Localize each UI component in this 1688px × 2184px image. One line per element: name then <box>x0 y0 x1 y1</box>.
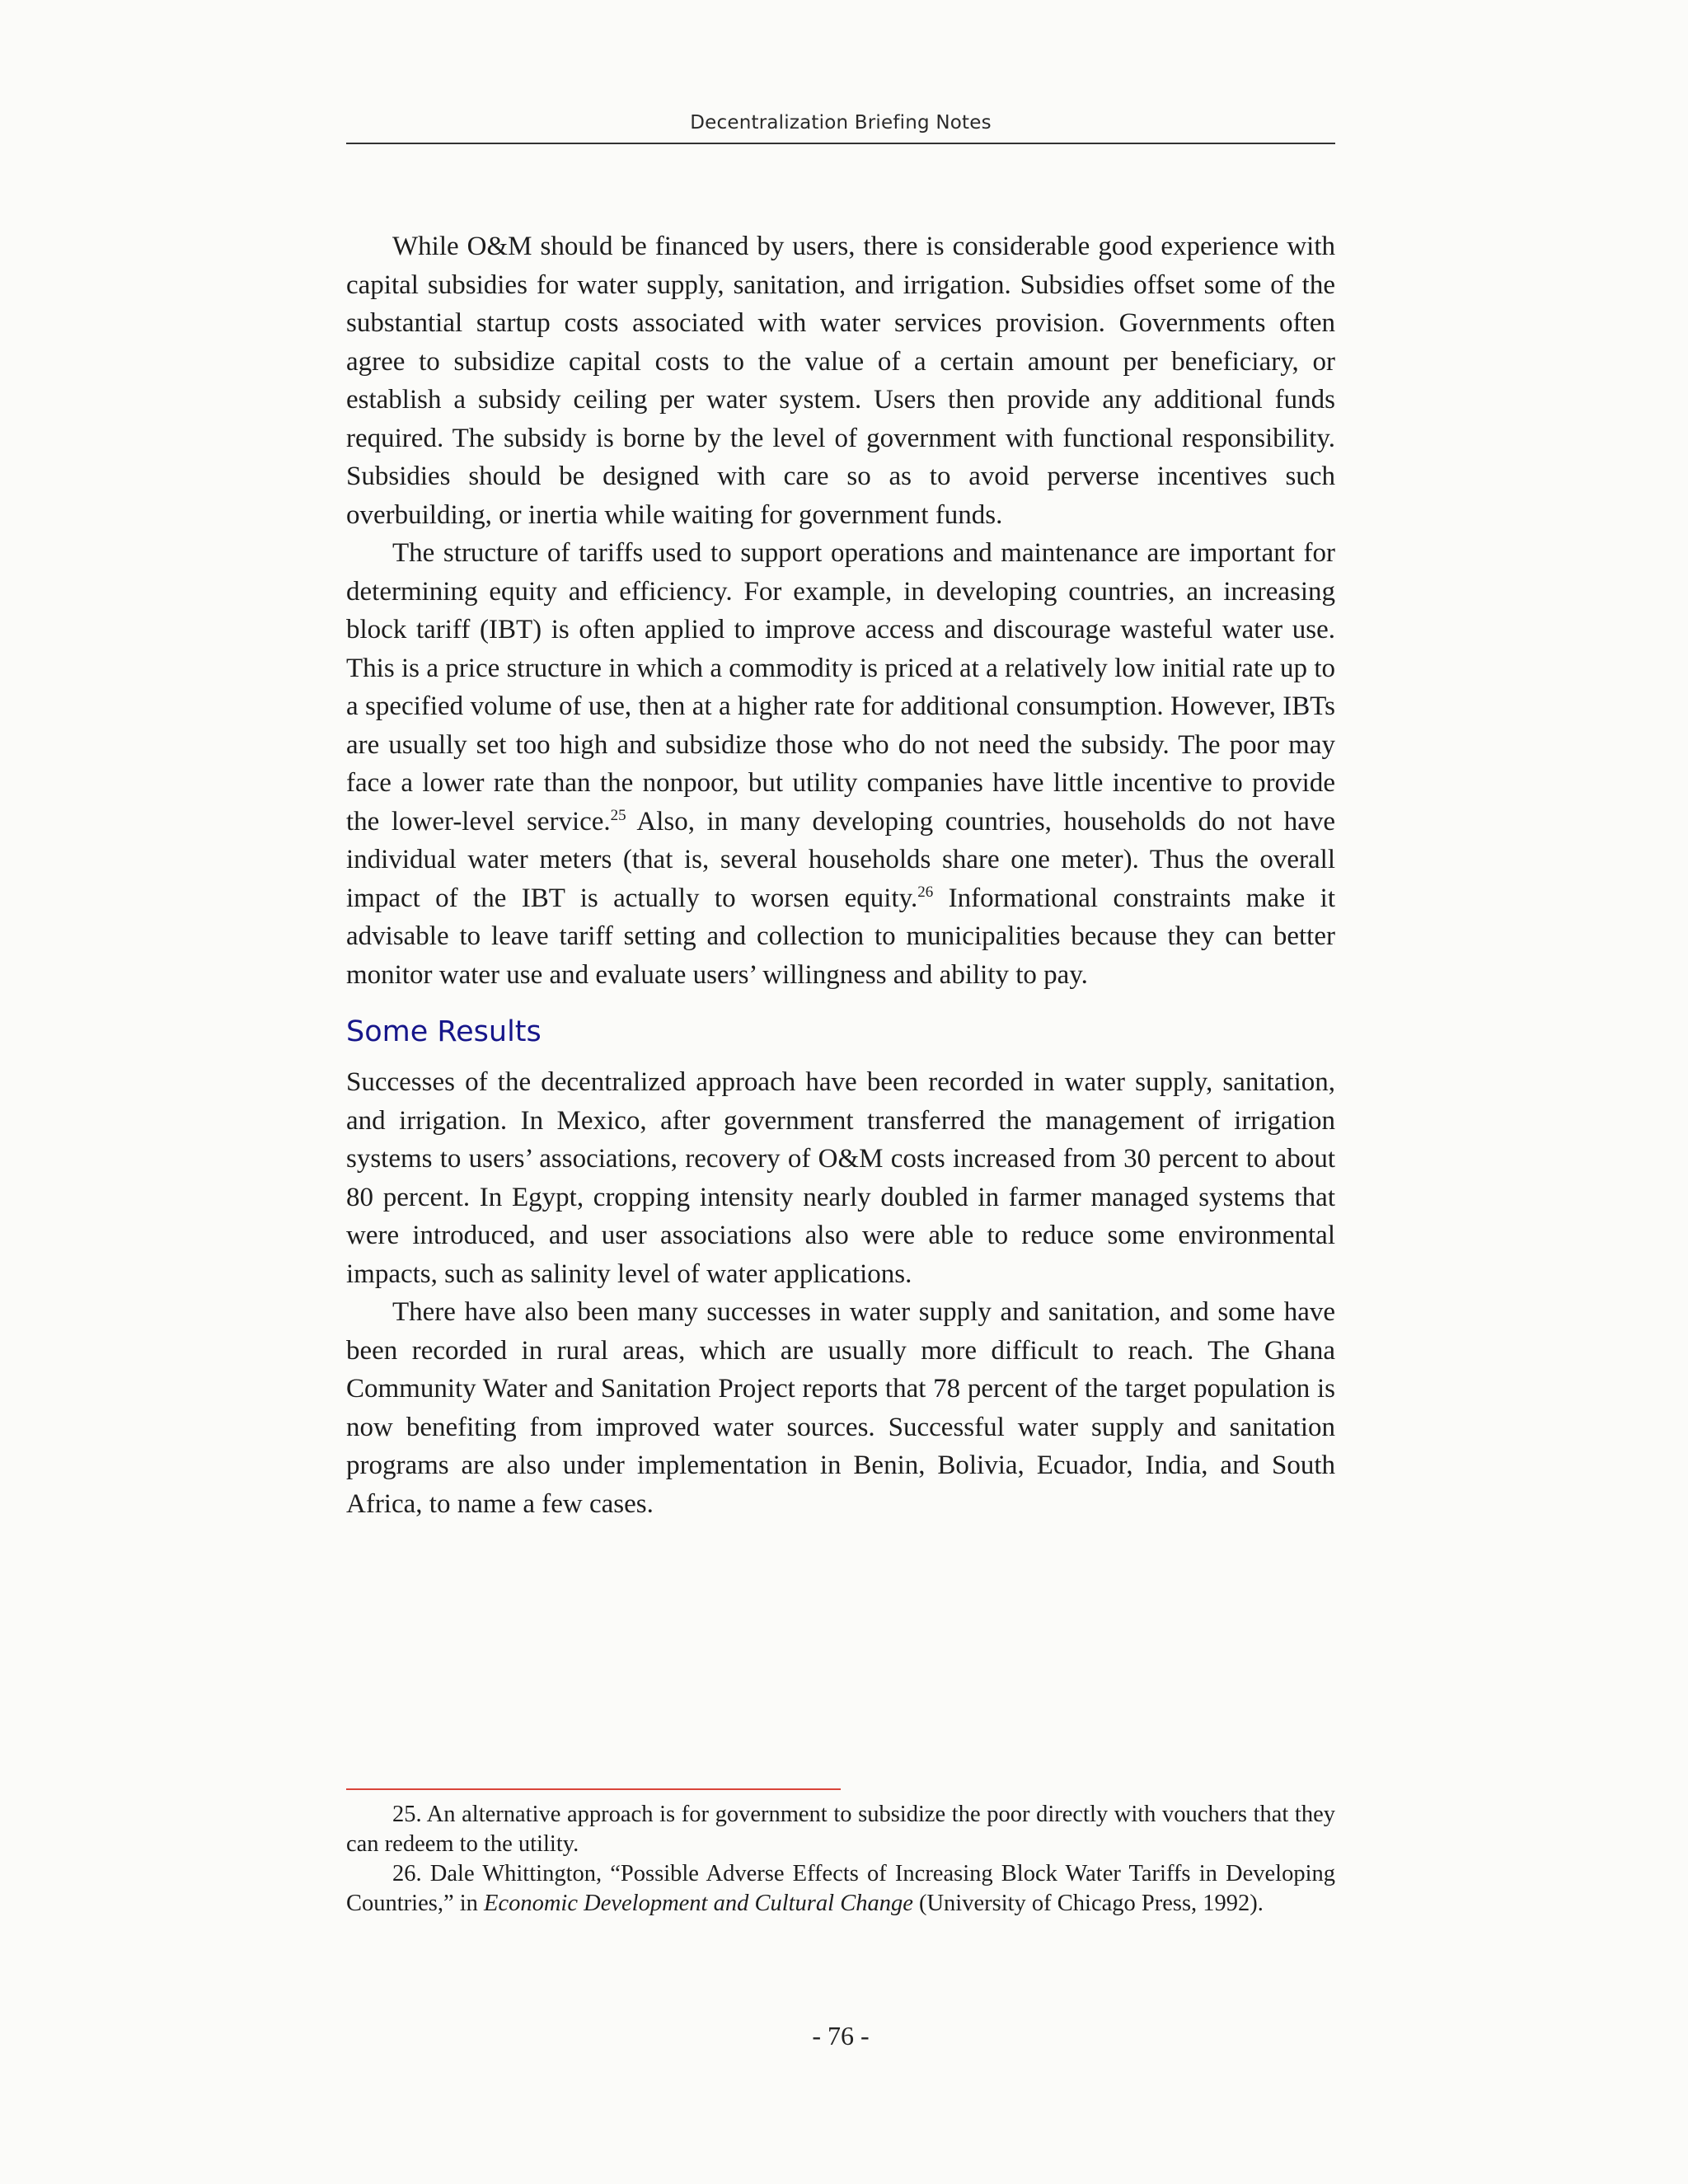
footnote-journal-title: Economic Development and Cultural Change <box>484 1891 913 1916</box>
paragraph-text: Informational constraints make it advisable to leave tariff setting and collection to municipalities because they can better monitor water use and evaluate users’ willingness and ability to pay. <box>346 883 1335 990</box>
header-rule <box>346 143 1335 144</box>
footnote-text: 26. Dale Whittington, “Possible Adverse Effects of Increasing Block Water Tariffs in Developing Countries,” in <box>346 1861 1335 1916</box>
footnote-ref-26[interactable]: 26 <box>917 883 934 901</box>
paragraph-successes: Successes of the decentralized approach have been recorded in water supply, sanitation, and irrigation. In Mexico, after government transferred the management of irrigation systems to users’ associations, recovery of O&M costs increased from 30 percent to about 80 percent. In Egypt, cropping intensity nearly doubled in farmer managed systems that were introduced, and user associations also were able to reduce some environmental impacts, such as salinity level of water applications. <box>346 1067 1335 1289</box>
paragraph-water-sanitation: There have also been many successes in water supply and sanitation, and some have been recorded in rural areas, which are usually more difficult to reach. The Ghana Community Water and Sanitation Project reports that 78 percent of the target population is now benefiting from improved water sources. Successful water supply and sanitation programs are also under implementation in Benin, Bolivia, Ecuador, India, and South Africa, to name a few cases. <box>346 1297 1335 1519</box>
paragraph-text: The structure of tariffs used to support operations and maintenance are important for determining equity and efficiency. For example, in developing countries, an increasing block tariff (IBT) is often applied to improve access and discourage wasteful water use. This is a price structure in which a commodity is priced at a relatively low initial rate up to a specified volume of use, then at a higher rate for additional consumption. However, IBTs are usually set too high and subsidize those who do not need the subsidy. The poor may face a lower rate than the nonpoor, but utility companies have little incentive to provide the lower-level service. <box>346 538 1335 837</box>
page-number: - 76 - <box>812 2021 870 2050</box>
footnote-ref-25[interactable]: 25 <box>610 806 626 824</box>
body-text <box>346 227 1335 1523</box>
paragraph-text: Also, in many developing countries, households do not have individual water meters (that is, several households share one meter). Thus the overall impact of the IBT is actually to worsen equity. <box>346 806 1336 913</box>
footnote-25: 25. An alternative approach is for government to subsidize the poor directly with vouchers that they can redeem to the utility. <box>346 1802 1335 1857</box>
running-header: Decentralization Briefing Notes <box>690 112 992 134</box>
footnote-26 <box>346 1859 1335 1919</box>
paragraph-tariff-structure <box>346 534 1335 994</box>
footnote-text: (University of Chicago Press, 1992). <box>912 1891 1264 1916</box>
paragraph-capital-subsidies: While O&M should be financed by users, there is considerable good experience with capital subsidies for water supply, sanitation, and irrigation. Subsidies offset some of the substantial startup costs associated with water services provision. Governments often agree to subsidize capital costs to the value of a certain amount per beneficiary, or establish a subsidy ceiling per water system. Users then provide any additional funds required. The subsidy is borne by the level of government with functional responsibility. Subsidies should be designed with care so as to avoid perverse incentives such overbuilding, or inertia while waiting for government funds. <box>346 232 1335 530</box>
footnotes <box>346 1800 1335 1919</box>
section-heading: Some Results <box>346 1015 542 1048</box>
footnote-rule <box>346 1788 841 1790</box>
document-page <box>346 0 1335 2184</box>
